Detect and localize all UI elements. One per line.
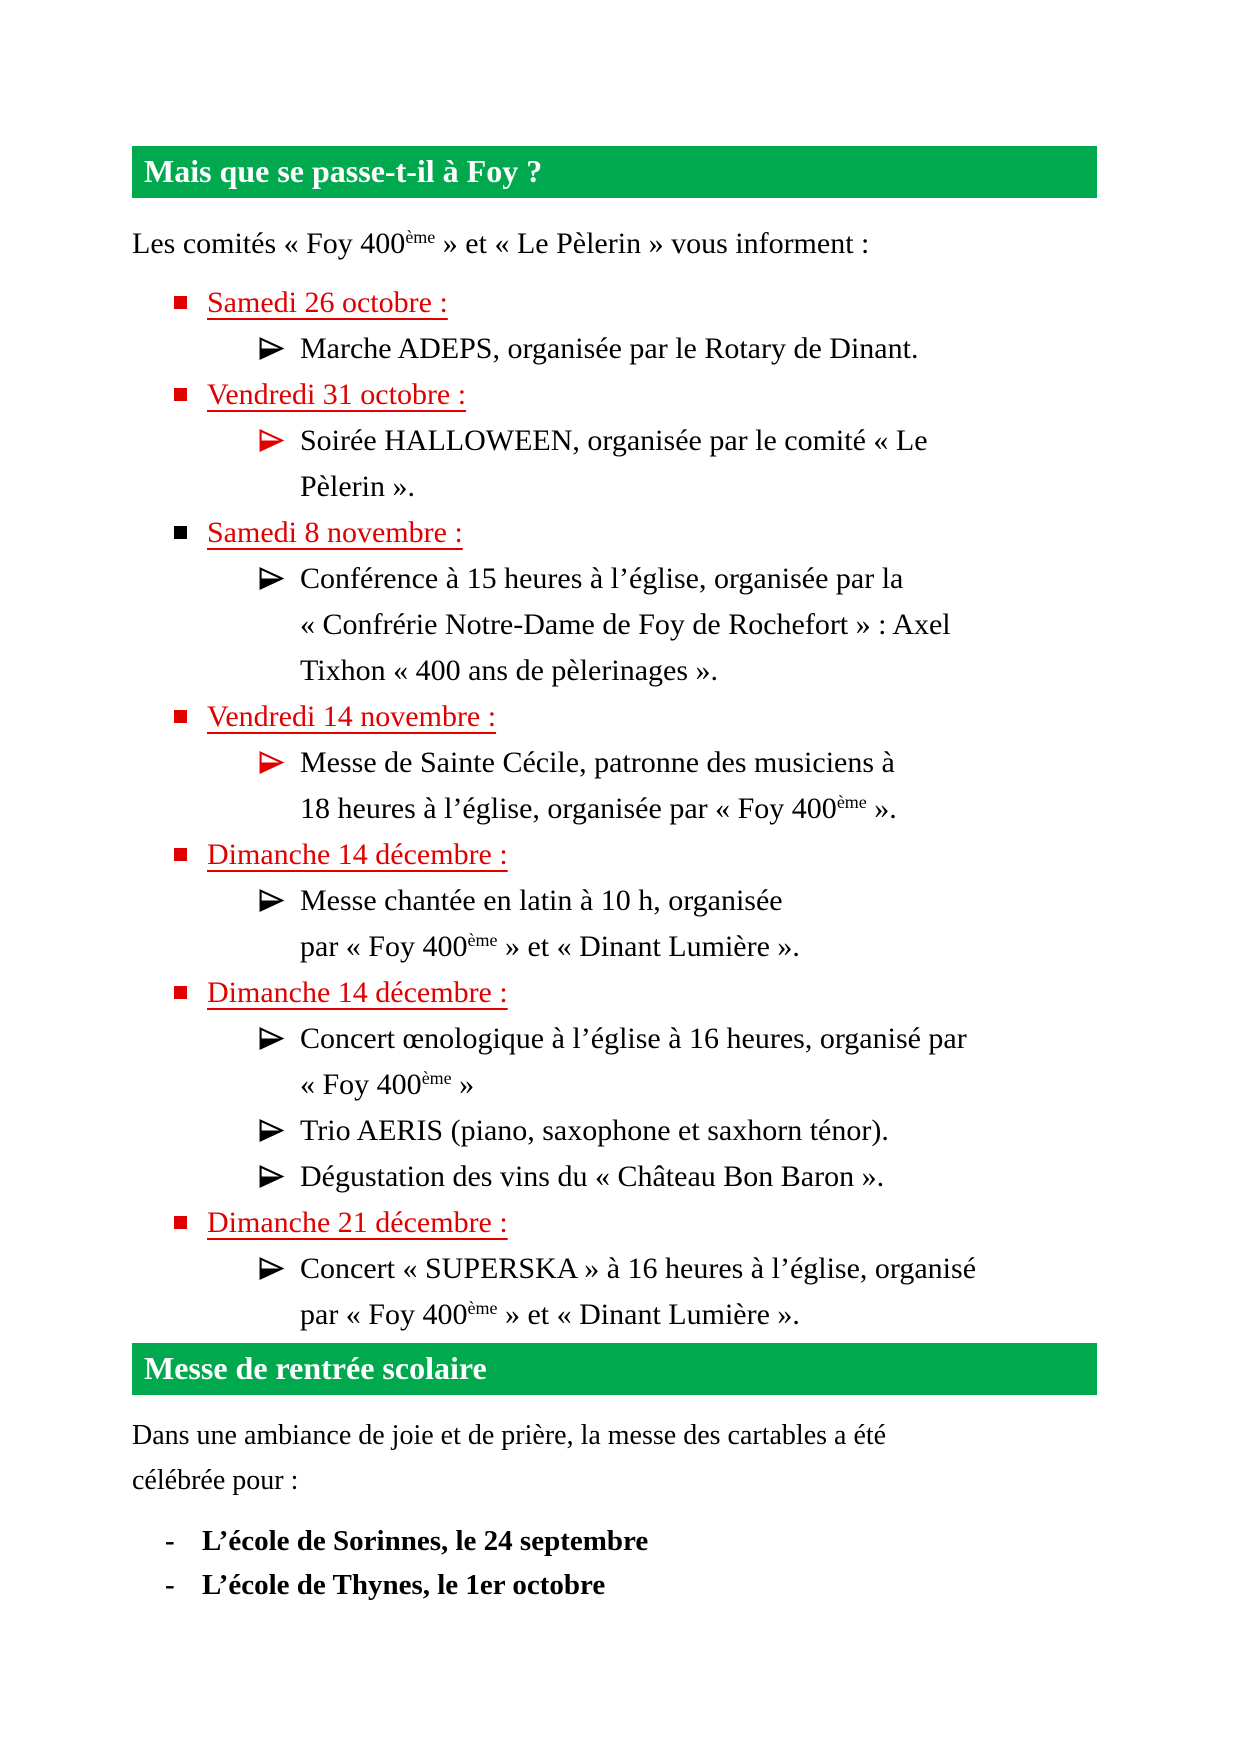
school-list-item (132, 1519, 1122, 1563)
event-detail-text: Concert « SUPERSKA » à 16 heures à l’église, organisé par « Foy 400ème » et « Dinant Lumière ». (300, 1252, 977, 1331)
event-item (132, 280, 1122, 372)
event-detail-text: Messe de Sainte Cécile, patronne des musiciens à 18 heures à l’église, organisée par « Foy 400ème ». (300, 746, 897, 825)
square-bullet-icon (174, 986, 187, 999)
square-bullet-icon (174, 848, 187, 861)
event-item (132, 510, 1122, 694)
event-date-row (132, 694, 1122, 740)
event-date-row (132, 510, 1122, 556)
event-detail-text: Messe chantée en latin à 10 h, organisée par « Foy 400ème » et « Dinant Lumière ». (300, 884, 800, 963)
event-detail-row (132, 1108, 1122, 1154)
event-detail-text: Soirée HALLOWEEN, organisée par le comité « Le Pèlerin ». (300, 424, 928, 503)
event-date: Dimanche 14 décembre : (207, 838, 508, 871)
messe-paragraph: Dans une ambiance de joie et de prière, la messe des cartables a été célébrée pour : (132, 1420, 887, 1496)
event-detail-row (132, 556, 1122, 694)
event-detail-text: Concert œnologique à l’église à 16 heures, organisé par « Foy 400ème » (300, 1022, 967, 1101)
school-text: L’école de Sorinnes, le 24 septembre (202, 1525, 649, 1557)
event-date: Vendredi 31 octobre : (207, 378, 467, 411)
event-item (132, 970, 1122, 1200)
arrowhead-bullet-icon (258, 1154, 300, 1200)
event-date: Samedi 8 novembre : (207, 516, 463, 549)
event-detail-row (132, 878, 1122, 970)
dash-bullet-icon: - (165, 1569, 175, 1601)
square-bullet-icon (174, 388, 187, 401)
event-date: Dimanche 14 décembre : (207, 976, 508, 1009)
event-date-row (132, 372, 1122, 418)
section-title-messe: Messe de rentrée scolaire (144, 1350, 487, 1386)
event-date-row (132, 280, 1122, 326)
schools-list (132, 1519, 1122, 1607)
event-date-row (132, 970, 1122, 1016)
intro-paragraph: Les comités « Foy 400ème » et « Le Pèlerin » vous informent : (132, 227, 870, 260)
arrowhead-bullet-icon (258, 326, 300, 372)
event-date-row (132, 1200, 1122, 1246)
event-date: Vendredi 14 novembre : (207, 700, 497, 733)
section-banner-messe (132, 1343, 1097, 1395)
section-title-foy: Mais que se passe-t-il à Foy ? (144, 153, 543, 189)
events-list (132, 280, 1122, 1338)
section-banner-foy (132, 146, 1097, 198)
school-text: L’école de Thynes, le 1er octobre (202, 1569, 606, 1601)
square-bullet-icon (174, 1216, 187, 1229)
event-detail-row (132, 740, 1122, 832)
event-date: Dimanche 21 décembre : (207, 1206, 508, 1239)
arrowhead-bullet-icon (258, 740, 300, 832)
square-bullet-icon (174, 526, 187, 539)
event-detail-row (132, 326, 1122, 372)
event-detail-text: Trio AERIS (piano, saxophone et saxhorn ténor). (300, 1114, 889, 1147)
event-detail-text: Dégustation des vins du « Château Bon Baron ». (300, 1160, 885, 1193)
event-detail-text: Conférence à 15 heures à l’église, organisée par la « Confrérie Notre-Dame de Foy de Rochefort » : Axel Tixhon « 400 ans de pèlerinages ». (300, 562, 951, 687)
arrowhead-bullet-icon (258, 1016, 300, 1108)
event-item (132, 694, 1122, 832)
event-detail-row (132, 1016, 1122, 1108)
event-detail-row (132, 1246, 1122, 1338)
arrowhead-bullet-icon (258, 878, 300, 970)
event-detail-row (132, 1154, 1122, 1200)
arrowhead-bullet-icon (258, 418, 300, 510)
event-item (132, 832, 1122, 970)
event-date: Samedi 26 octobre : (207, 286, 448, 319)
event-date-row (132, 832, 1122, 878)
event-item (132, 372, 1122, 510)
square-bullet-icon (174, 710, 187, 723)
event-item (132, 1200, 1122, 1338)
arrowhead-bullet-icon (258, 556, 300, 694)
dash-bullet-icon: - (165, 1525, 175, 1557)
arrowhead-bullet-icon (258, 1108, 300, 1154)
school-list-item (132, 1563, 1122, 1607)
event-detail-text: Marche ADEPS, organisée par le Rotary de Dinant. (300, 332, 919, 365)
event-detail-row (132, 418, 1122, 510)
square-bullet-icon (174, 296, 187, 309)
arrowhead-bullet-icon (258, 1246, 300, 1338)
